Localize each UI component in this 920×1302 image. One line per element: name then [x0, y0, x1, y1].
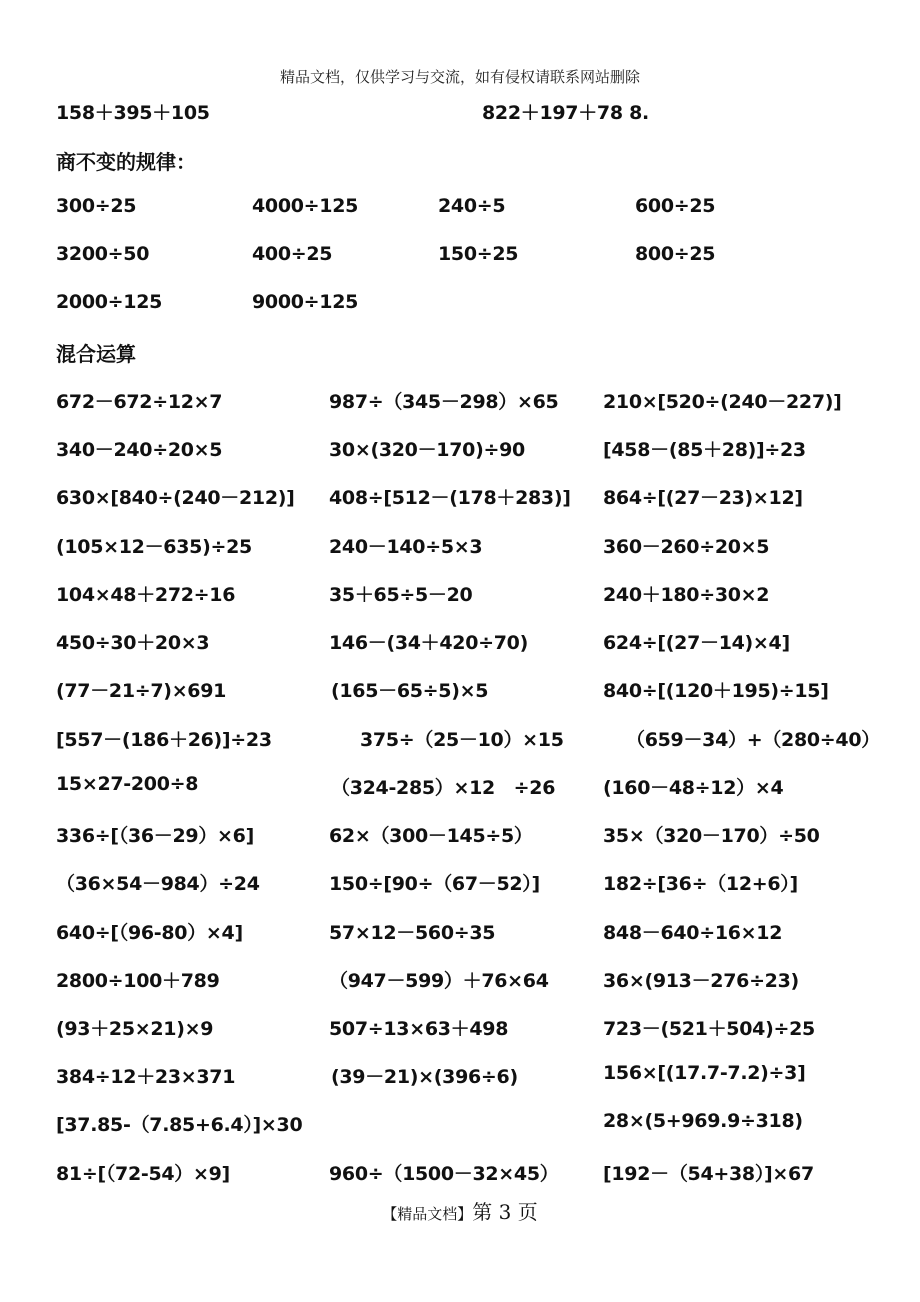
expression: 507÷13×63＋498	[329, 1018, 509, 1040]
expression-row	[0, 1110, 920, 1140]
expression-row	[0, 869, 920, 899]
expression: （947－599）＋76×64	[329, 970, 549, 992]
expression: 240＋180÷30×2	[603, 584, 770, 606]
expression: 15×27-200÷8	[56, 773, 199, 795]
expression: [37.85-（7.85+6.4）]×30	[56, 1114, 303, 1136]
expression: 336÷[（36－29）×6]	[56, 825, 254, 847]
expression: （36×54－984）÷24	[56, 873, 260, 895]
expression: 35＋65÷5－20	[329, 584, 473, 606]
expression-row	[0, 725, 920, 755]
expression-row	[0, 966, 920, 996]
expression-row	[0, 1062, 920, 1092]
expression: (93＋25×21)×9	[56, 1018, 214, 1040]
expression: 360－260÷20×5	[603, 536, 770, 558]
expression: 150÷25	[438, 243, 519, 265]
page-header: 精品文档，仅供学习与交流，如有侵权请联系网站删除	[279, 68, 640, 86]
expression: 146－(34＋420÷70)	[329, 632, 528, 654]
expression: 104×48＋272÷16	[56, 584, 236, 606]
expression: 375÷（25－10）×15	[360, 729, 564, 751]
expression-row	[0, 821, 920, 851]
expression: 57×12－560÷35	[329, 922, 496, 944]
expression: (105×12－635)÷25	[56, 536, 252, 558]
expression: (165－65÷5)×5	[331, 680, 489, 702]
top-row	[0, 98, 920, 128]
footer-bracket-label: 【精品文档】	[382, 1205, 473, 1223]
expression: 408÷[512－(178＋283)]	[329, 487, 571, 509]
expression: 400÷25	[252, 243, 333, 265]
expression: 630×[840÷(240－212)]	[56, 487, 295, 509]
expression: 182÷[36÷（12+6）]	[603, 873, 798, 895]
expression: 35×（320－170）÷50	[603, 825, 820, 847]
expression: 987÷（345－298）×65	[329, 391, 559, 413]
expression: 723－(521＋504)÷25	[603, 1018, 815, 1040]
expression: 672－672÷12×7	[56, 391, 223, 413]
expression: 800÷25	[635, 243, 716, 265]
section-title-quotient-rule: 商不变的规律：	[56, 150, 196, 174]
expression-row	[0, 773, 920, 803]
expression-row	[0, 628, 920, 658]
expression-row	[0, 532, 920, 562]
expression: 624÷[(27－14)×4]	[603, 632, 790, 654]
expression: 240÷5	[438, 195, 506, 217]
expression: (39－21)×(396÷6)	[331, 1066, 518, 1088]
expression: 9000÷125	[252, 291, 359, 313]
expression: [192－（54+38）]×67	[603, 1163, 814, 1185]
expression: （659－34）+（280÷40）	[626, 729, 880, 751]
expression: [557－(186＋26)]÷23	[56, 729, 272, 751]
expression: 2000÷125	[56, 291, 163, 313]
expression: (160－48÷12）×4	[603, 777, 784, 799]
expression: 36×(913－276÷23)	[603, 970, 799, 992]
expression-row	[0, 195, 920, 225]
expression-row	[0, 1014, 920, 1044]
page-number: 第 3 页	[472, 1200, 538, 1224]
expression: 340－240÷20×5	[56, 439, 223, 461]
expression-row	[0, 243, 920, 273]
expression: 450÷30＋20×3	[56, 632, 210, 654]
expression-row	[0, 435, 920, 465]
expression: 158＋395＋105	[56, 102, 210, 124]
expression: 822＋197＋78 8.	[482, 102, 649, 124]
expression: 30×(320－170)÷90	[329, 439, 525, 461]
expression: 150÷[90÷（67－52）]	[329, 873, 540, 895]
expression-row	[0, 1159, 920, 1189]
expression-row	[0, 580, 920, 610]
expression-row	[0, 676, 920, 706]
expression: [458－(85＋28)]÷23	[603, 439, 806, 461]
section-title-mixed-operations: 混合运算	[56, 342, 136, 366]
expression: 3200÷50	[56, 243, 150, 265]
expression-row	[0, 483, 920, 513]
expression: 960÷（1500－32×45）	[329, 1163, 559, 1185]
expression: 640÷[（96-80）×4]	[56, 922, 243, 944]
expression: 156×[(17.7-7.2)÷3]	[603, 1062, 806, 1084]
expression: 840÷[(120＋195)÷15]	[603, 680, 829, 702]
expression: 210×[520÷(240－227)]	[603, 391, 842, 413]
expression: 81÷[（72-54）×9]	[56, 1163, 230, 1185]
expression: 600÷25	[635, 195, 716, 217]
expression: 848－640÷16×12	[603, 922, 783, 944]
page-footer	[0, 1196, 920, 1225]
expression: 864÷[(27－23)×12]	[603, 487, 803, 509]
expression: 62×（300－145÷5）	[329, 825, 533, 847]
expression: 2800÷100＋789	[56, 970, 220, 992]
expression: (77－21÷7)×691	[56, 680, 227, 702]
expression: 384÷12＋23×371	[56, 1066, 236, 1088]
expression-row	[0, 291, 920, 321]
expression-row	[0, 387, 920, 417]
expression: 240－140÷5×3	[329, 536, 483, 558]
expression: （324-285）×12 ÷26	[331, 777, 556, 799]
expression-row	[0, 918, 920, 948]
expression: 4000÷125	[252, 195, 359, 217]
expression: 28×(5+969.9÷318)	[603, 1110, 803, 1132]
expression: 300÷25	[56, 195, 137, 217]
